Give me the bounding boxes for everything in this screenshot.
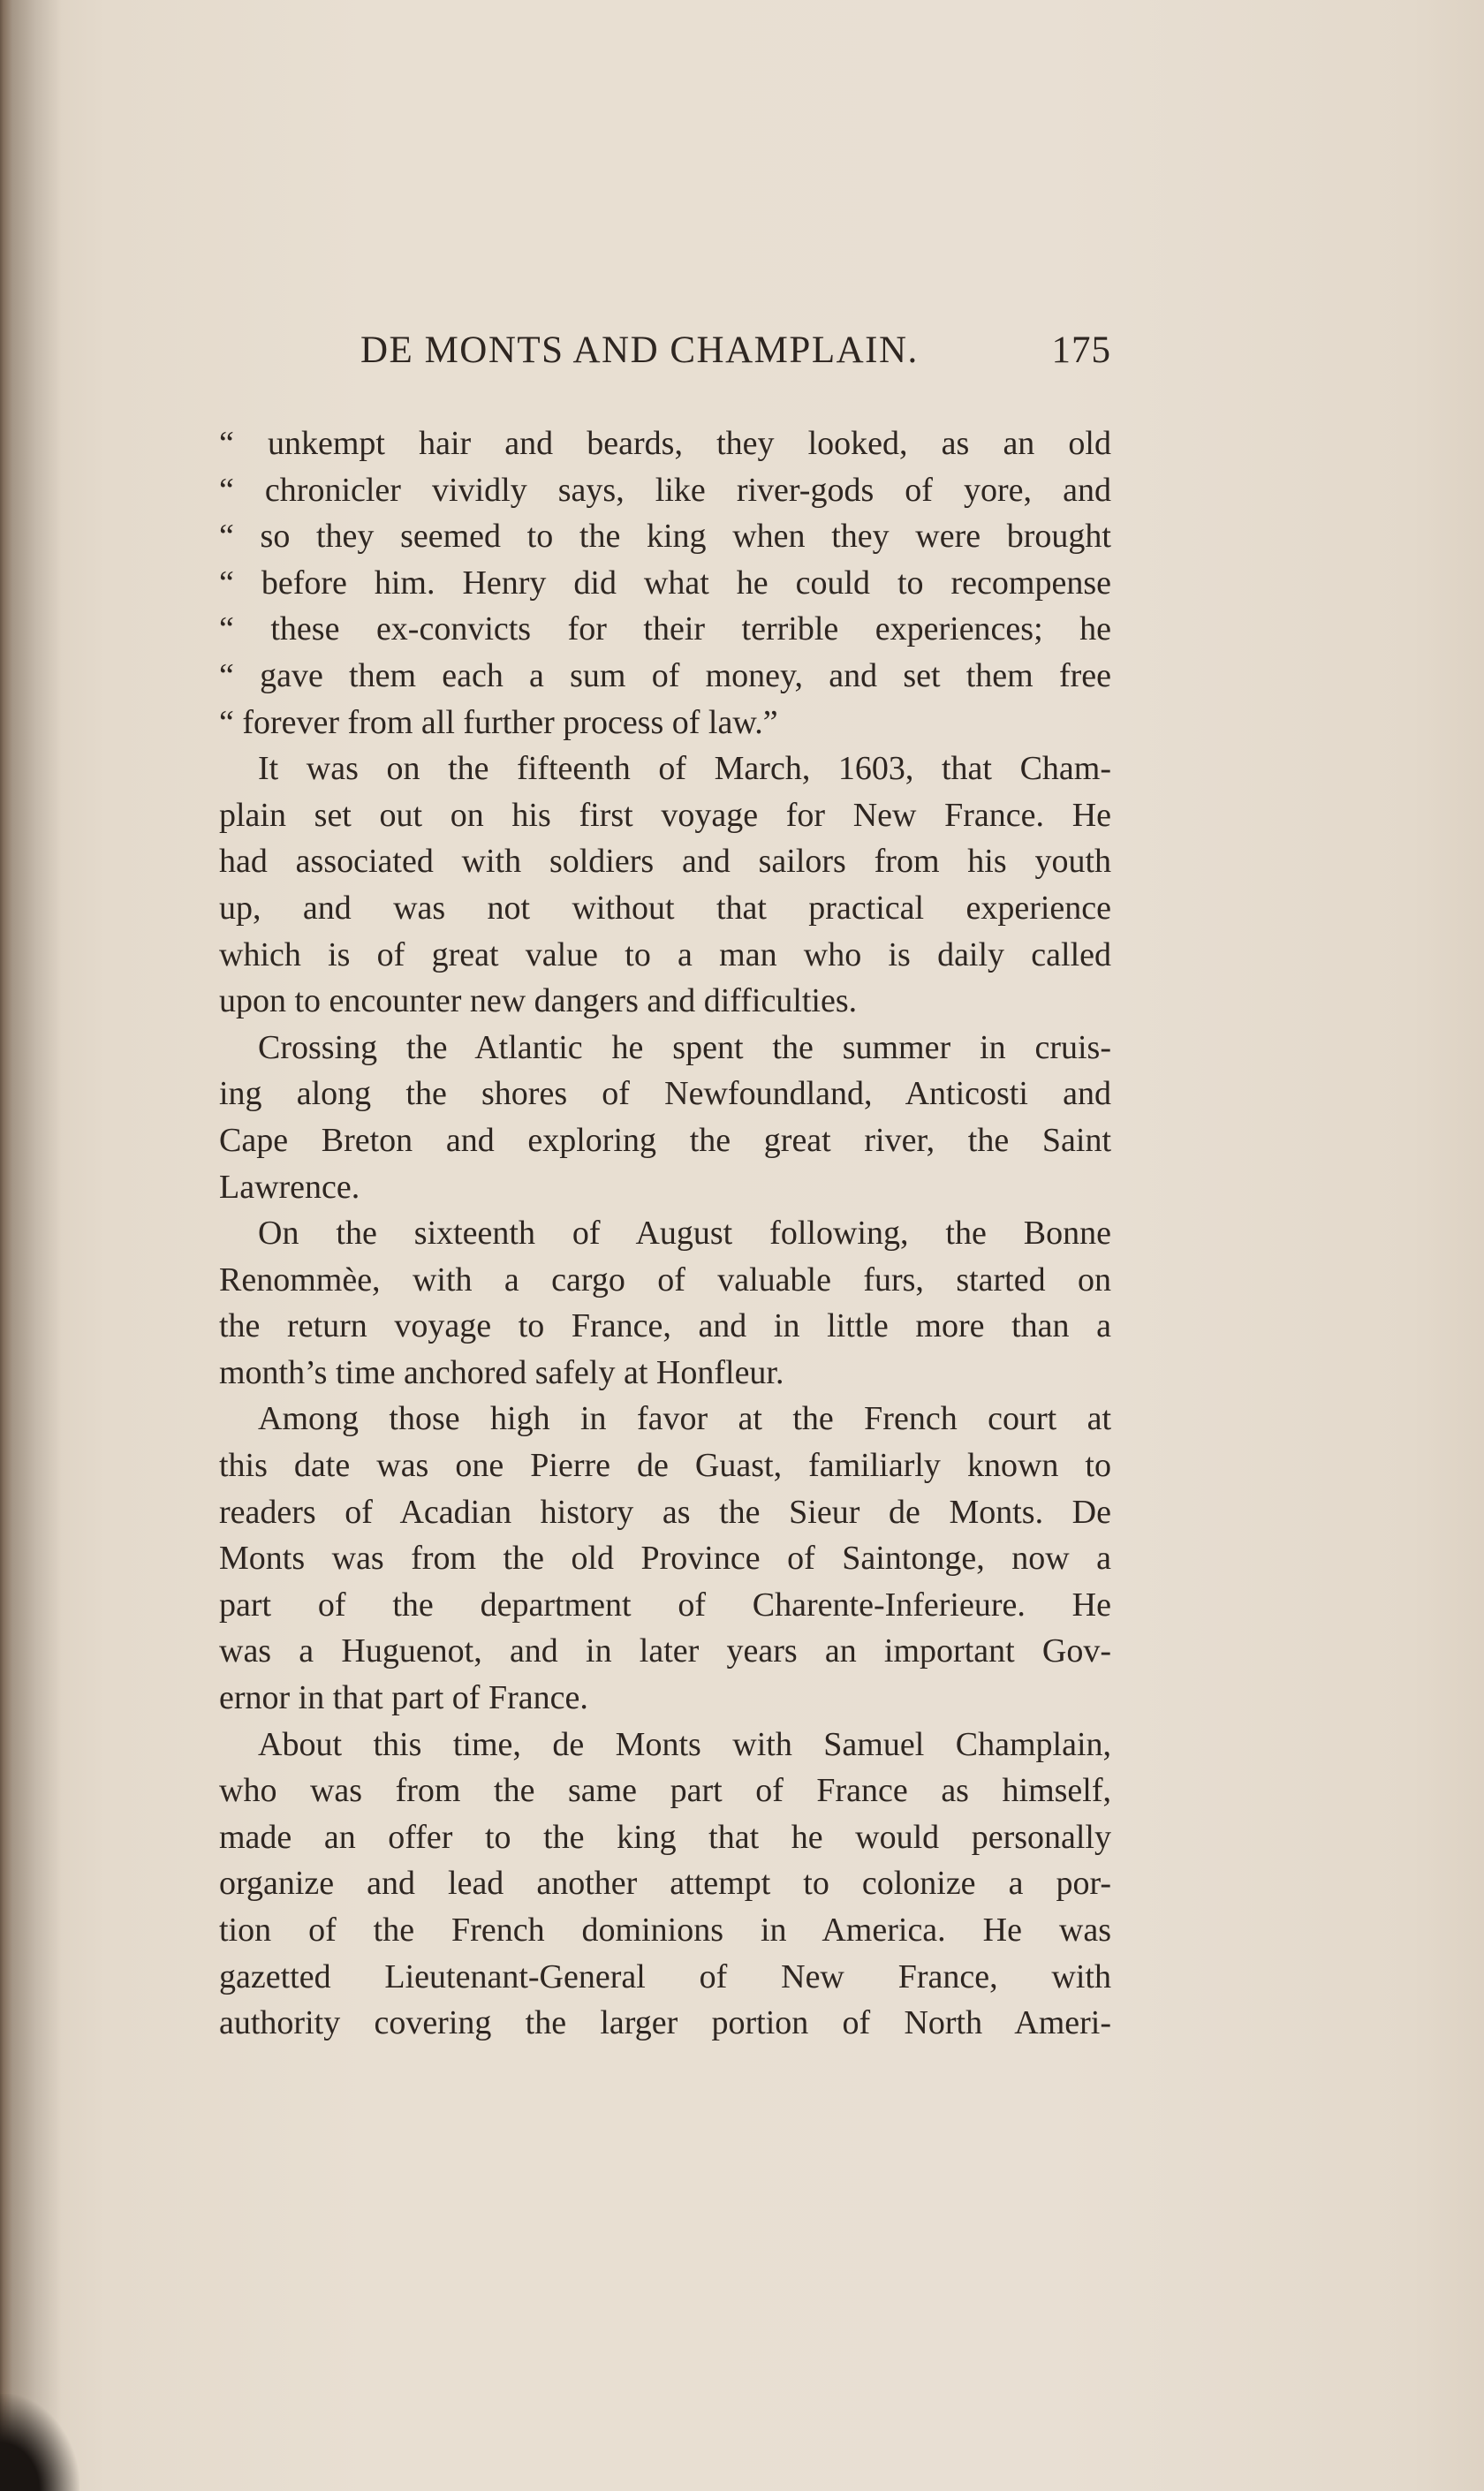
- text-line: ing along the shores of Newfoundland, Anticosti and: [219, 1075, 1111, 1113]
- text-line: Cape Breton and exploring the great river, the Saint: [219, 1121, 1111, 1159]
- text-line: part of the department of Charente-Inferieure. He: [219, 1586, 1111, 1624]
- text-line: tion of the French dominions in America. He was: [219, 1912, 1111, 1949]
- running-head: DE MONTS AND CHAMPLAIN.: [360, 329, 919, 371]
- paragraph-1: [219, 420, 1111, 746]
- text-line: “ chronicler vividly says, like river-gods of yore, and: [219, 471, 1111, 509]
- text-line: organize and lead another attempt to colonize a por-: [219, 1865, 1111, 1903]
- text-line: had associated with soldiers and sailors from his youth: [219, 843, 1111, 881]
- text-line: month’s time anchored safely at Honfleur.: [219, 1353, 784, 1391]
- text-line: Renommèe, with a cargo of valuable furs, started on: [219, 1261, 1111, 1298]
- text-line: It was on the fifteenth of March, 1603, that Cham-: [258, 750, 1111, 788]
- text-line: “ before him. Henry did what he could to recompense: [219, 564, 1111, 602]
- body-text: [219, 420, 1111, 2047]
- text-line: who was from the same part of France as himself,: [219, 1772, 1111, 1810]
- text-line: Monts was from the old Province of Saintonge, now a: [219, 1540, 1111, 1578]
- paragraph-6: [219, 1722, 1111, 2047]
- text-line: was a Huguenot, and in later years an important Gov-: [219, 1632, 1111, 1670]
- paragraph-2: [219, 746, 1111, 1025]
- text-line: authority covering the larger portion of North Ameri-: [219, 2004, 1111, 2042]
- text-line: the return voyage to France, and in little more than a: [219, 1307, 1111, 1345]
- paragraph-5: [219, 1396, 1111, 1721]
- page-header: [219, 318, 1111, 382]
- text-line: “ gave them each a sum of money, and set them free: [219, 656, 1111, 694]
- text-line: “ unkempt hair and beards, they looked, as an old: [219, 425, 1111, 462]
- text-line: gazetted Lieutenant-General of New France, with: [219, 1957, 1111, 1995]
- text-line: About this time, de Monts with Samuel Champlain,: [258, 1725, 1111, 1763]
- book-page: [219, 318, 1111, 2047]
- page-number: 175: [1051, 329, 1111, 371]
- text-line: On the sixteenth of August following, the Bonne: [258, 1215, 1111, 1253]
- text-line: up, and was not without that practical experience: [219, 889, 1111, 927]
- paragraph-3: [219, 1025, 1111, 1210]
- text-line: this date was one Pierre de Guast, familiarly known to: [219, 1447, 1111, 1485]
- page-corner-shadow: [0, 2394, 80, 2491]
- text-line: plain set out on his first voyage for New France. He: [219, 796, 1111, 834]
- text-line: Lawrence.: [219, 1168, 360, 1206]
- text-line: Among those high in favor at the French court at: [258, 1400, 1111, 1438]
- paragraph-4: [219, 1210, 1111, 1396]
- text-line: which is of great value to a man who is daily called: [219, 935, 1111, 973]
- text-line: “ so they seemed to the king when they were brought: [219, 518, 1111, 556]
- text-line: “ forever from all further process of law.”: [219, 703, 778, 741]
- text-line: “ these ex-convicts for their terrible experiences; he: [219, 610, 1111, 648]
- text-line: made an offer to the king that he would personally: [219, 1818, 1111, 1856]
- text-line: Crossing the Atlantic he spent the summer in cruis-: [258, 1028, 1111, 1066]
- text-line: readers of Acadian history as the Sieur de Monts. De: [219, 1493, 1111, 1531]
- page-gutter-shadow: [0, 0, 62, 2491]
- text-line: upon to encounter new dangers and difficulties.: [219, 982, 858, 1020]
- text-line: ernor in that part of France.: [219, 1679, 588, 1717]
